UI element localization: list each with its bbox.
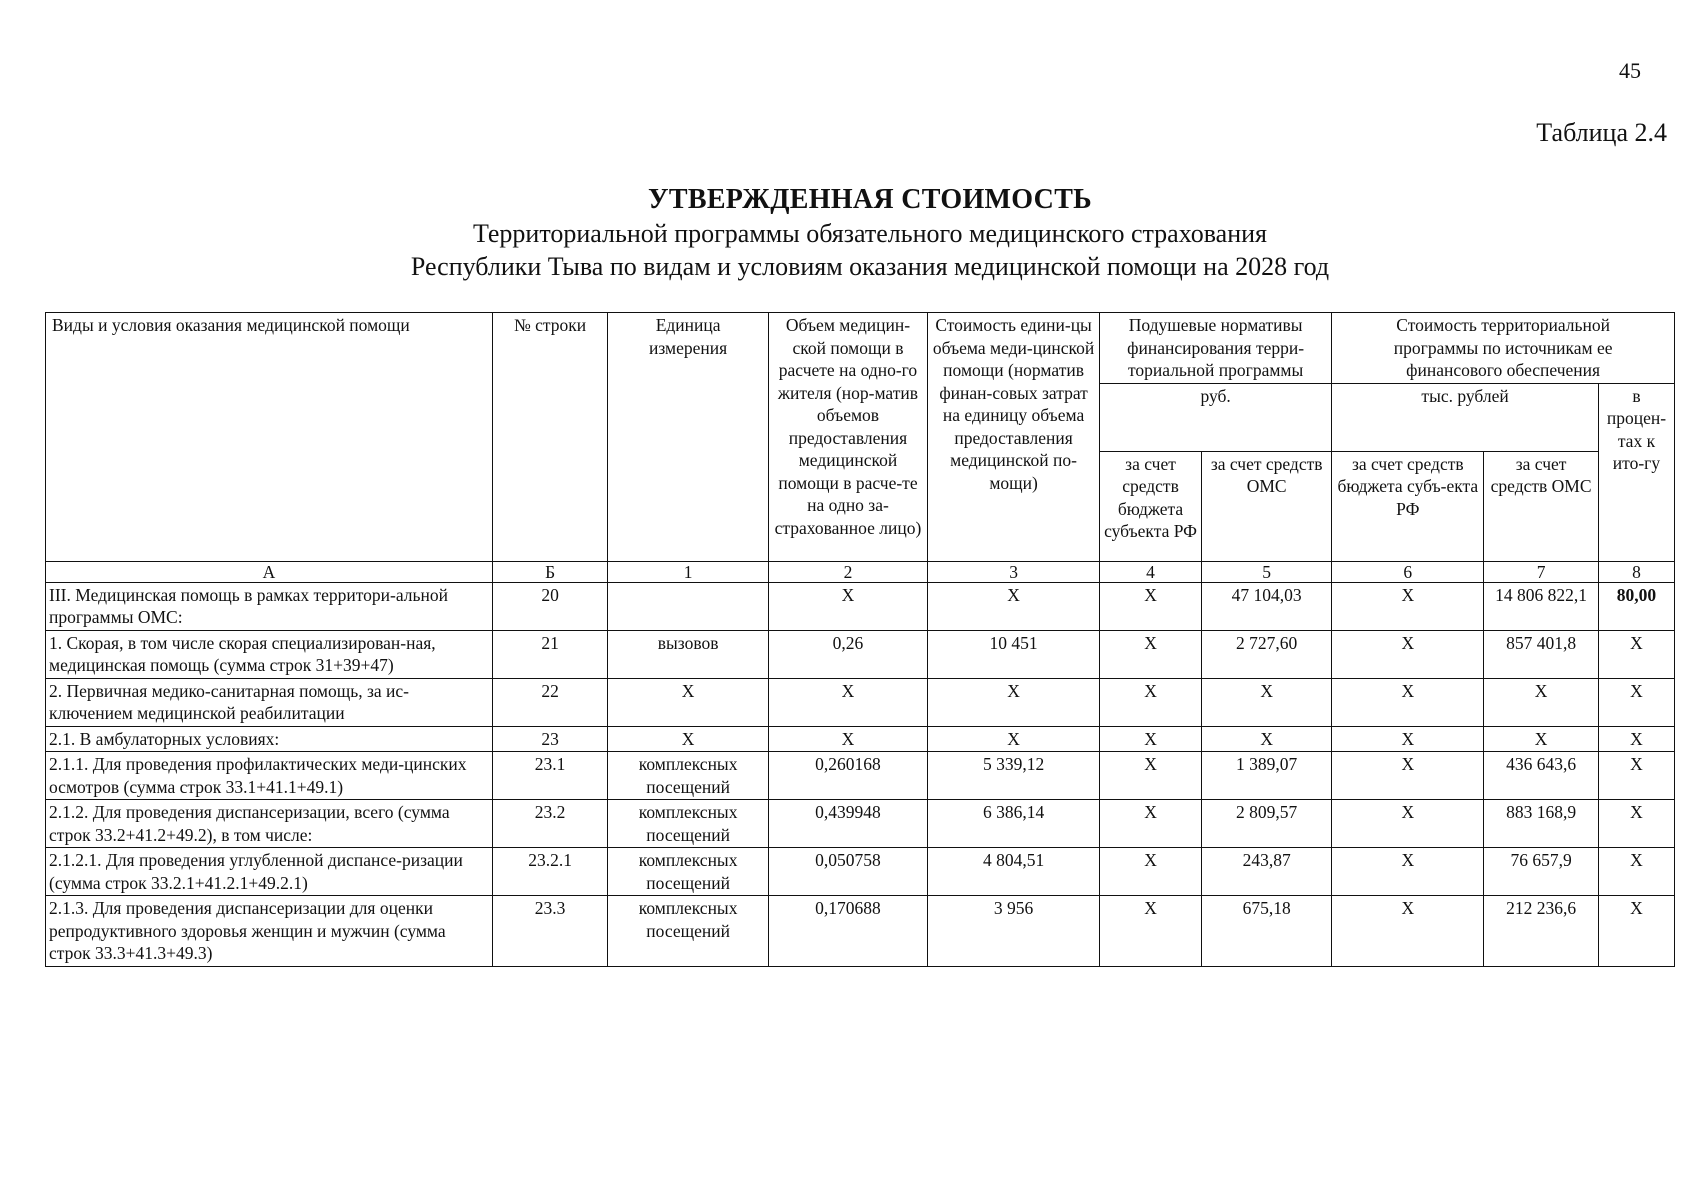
volume-norm-cell: 0,439948 xyxy=(768,800,927,848)
page-number: 45 xyxy=(1619,58,1641,83)
index-cell: 5 xyxy=(1202,561,1332,582)
table-row xyxy=(46,582,1675,630)
header-per-capita-group: Подушевые нормативы финансирования терри-ториальной программы xyxy=(1100,313,1332,384)
row-title-cell: III. Медицинская помощь в рамках территори-альной программы ОМС: xyxy=(46,582,493,630)
index-cell: 1 xyxy=(608,561,768,582)
volume-norm-cell: X xyxy=(768,582,927,630)
unit-cost-cell: X xyxy=(928,678,1100,726)
unit-cell: комплексных посещений xyxy=(608,752,768,800)
cost-oms-cell: X xyxy=(1484,726,1599,752)
row-title-cell: 2.1.3. Для проведения диспансеризации для оценки репродуктивного здоровья женщин и мужчин (сумма строк 33.3+41.3+49.3) xyxy=(46,896,493,967)
percent-of-total-cell: X xyxy=(1598,678,1674,726)
cost-oms-cell: 76 657,9 xyxy=(1484,848,1599,896)
per-capita-oms-cell: 2 727,60 xyxy=(1202,630,1332,678)
header-row-1 xyxy=(46,313,1675,384)
row-title-cell: 2. Первичная медико-санитарная помощь, за ис-ключением медицинской реабилитации xyxy=(46,678,493,726)
cost-oms-cell: 857 401,8 xyxy=(1484,630,1599,678)
row-number-cell: 23 xyxy=(492,726,608,752)
cost-oms-cell: 212 236,6 xyxy=(1484,896,1599,967)
title-main: УТВЕРЖДЕННАЯ СТОИМОСТЬ xyxy=(648,184,1092,215)
header-col-7: за счет средств ОМС xyxy=(1484,451,1599,561)
cost-budget-cell: X xyxy=(1332,848,1484,896)
per-capita-budget-cell: X xyxy=(1100,896,1202,967)
header-col-2: Объем медицин-ской помощи в расчете на одно-го жителя (нор-матив объемов предоставления медицинской помощи в расче-те на одно за-страхованное лицо) xyxy=(768,313,927,562)
header-col-b: № строки xyxy=(492,313,608,562)
cost-budget-cell: X xyxy=(1332,678,1484,726)
per-capita-oms-cell: X xyxy=(1202,678,1332,726)
per-capita-oms-cell: X xyxy=(1202,726,1332,752)
per-capita-oms-cell: 675,18 xyxy=(1202,896,1332,967)
percent-of-total-cell: X xyxy=(1598,752,1674,800)
row-number-cell: 23.2 xyxy=(492,800,608,848)
unit-cell: комплексных посещений xyxy=(608,800,768,848)
per-capita-budget-cell: X xyxy=(1100,582,1202,630)
row-title-cell: 1. Скорая, в том числе скорая специализирован-ная, медицинская помощь (сумма строк 31+39+47) xyxy=(46,630,493,678)
unit-cost-cell: 4 804,51 xyxy=(928,848,1100,896)
header-col-4: за счет средств бюджета субъекта РФ xyxy=(1100,451,1202,561)
unit-cost-cell: X xyxy=(928,582,1100,630)
per-capita-oms-cell: 1 389,07 xyxy=(1202,752,1332,800)
row-title-cell: 2.1. В амбулаторных условиях: xyxy=(46,726,493,752)
row-number-cell: 23.3 xyxy=(492,896,608,967)
per-capita-budget-cell: X xyxy=(1100,752,1202,800)
table-row xyxy=(46,800,1675,848)
volume-norm-cell: 0,260168 xyxy=(768,752,927,800)
percent-of-total-cell: X xyxy=(1598,896,1674,967)
cost-table xyxy=(45,312,1675,967)
volume-norm-cell: X xyxy=(768,726,927,752)
table-row xyxy=(46,752,1675,800)
unit-cell: X xyxy=(608,726,768,752)
index-cell: Б xyxy=(492,561,608,582)
index-cell: А xyxy=(46,561,493,582)
percent-of-total-cell: X xyxy=(1598,630,1674,678)
index-cell: 4 xyxy=(1100,561,1202,582)
header-col-5: за счет средств ОМС xyxy=(1202,451,1332,561)
unit-cell: комплексных посещений xyxy=(608,848,768,896)
cost-budget-cell: X xyxy=(1332,896,1484,967)
header-cost-group: Стоимость территориальной программы по источникам ее финансового обеспечения xyxy=(1332,313,1675,384)
per-capita-budget-cell: X xyxy=(1100,678,1202,726)
unit-cost-cell: 5 339,12 xyxy=(928,752,1100,800)
per-capita-oms-cell: 2 809,57 xyxy=(1202,800,1332,848)
table-body xyxy=(46,582,1675,966)
row-title-cell: 2.1.2.1. Для проведения углубленной диспансе-ризации (сумма строк 33.2.1+41.2.1+49.2.1) xyxy=(46,848,493,896)
index-cell: 3 xyxy=(928,561,1100,582)
volume-norm-cell: 0,170688 xyxy=(768,896,927,967)
per-capita-oms-cell: 243,87 xyxy=(1202,848,1332,896)
index-cell: 8 xyxy=(1598,561,1674,582)
per-capita-budget-cell: X xyxy=(1100,800,1202,848)
cost-budget-cell: X xyxy=(1332,582,1484,630)
percent-of-total-cell: X xyxy=(1598,800,1674,848)
per-capita-budget-cell: X xyxy=(1100,726,1202,752)
header-thousand-rub: тыс. рублей xyxy=(1332,383,1599,451)
unit-cell: вызовов xyxy=(608,630,768,678)
row-number-cell: 20 xyxy=(492,582,608,630)
cost-budget-cell: X xyxy=(1332,800,1484,848)
table-row xyxy=(46,896,1675,967)
unit-cost-cell: 10 451 xyxy=(928,630,1100,678)
cost-budget-cell: X xyxy=(1332,726,1484,752)
cost-oms-cell: X xyxy=(1484,678,1599,726)
row-number-cell: 22 xyxy=(492,678,608,726)
index-row xyxy=(46,561,1675,582)
title-line-3: Республики Тыва по видам и условиям оказания медицинской помощи на 2028 год xyxy=(410,252,1330,281)
document-title xyxy=(0,183,1697,283)
cost-budget-cell: X xyxy=(1332,752,1484,800)
header-col-3: Стоимость едини-цы объема меди-цинской помощи (норматив финан-совых затрат на единицу объема предоставления медицинской по-мощи) xyxy=(928,313,1100,562)
header-col-a: Виды и условия оказания медицинской помощи xyxy=(46,313,493,562)
unit-cost-cell: 3 956 xyxy=(928,896,1100,967)
header-rub: руб. xyxy=(1100,383,1332,451)
unit-cost-cell: 6 386,14 xyxy=(928,800,1100,848)
cost-budget-cell: X xyxy=(1332,630,1484,678)
table-row xyxy=(46,678,1675,726)
title-line-2: Территориальной программы обязательного медицинского страхования xyxy=(473,219,1267,248)
table-row xyxy=(46,726,1675,752)
percent-of-total-cell: 80,00 xyxy=(1598,582,1674,630)
per-capita-oms-cell: 47 104,03 xyxy=(1202,582,1332,630)
header-col-6: за счет средств бюджета субъ-екта РФ xyxy=(1332,451,1484,561)
unit-cell: X xyxy=(608,678,768,726)
table-row xyxy=(46,848,1675,896)
row-title-cell: 2.1.1. Для проведения профилактических меди-цинских осмотров (сумма строк 33.1+41.1+49.1) xyxy=(46,752,493,800)
header-col-8: в процен-тах к ито-гу xyxy=(1598,383,1674,561)
unit-cost-cell: X xyxy=(928,726,1100,752)
row-title-cell: 2.1.2. Для проведения диспансеризации, всего (сумма строк 33.2+41.2+49.2), в том числе: xyxy=(46,800,493,848)
volume-norm-cell: 0,26 xyxy=(768,630,927,678)
volume-norm-cell: 0,050758 xyxy=(768,848,927,896)
index-cell: 2 xyxy=(768,561,927,582)
cost-oms-cell: 436 643,6 xyxy=(1484,752,1599,800)
row-number-cell: 23.1 xyxy=(492,752,608,800)
row-number-cell: 23.2.1 xyxy=(492,848,608,896)
row-number-cell: 21 xyxy=(492,630,608,678)
table-label: Таблица 2.4 xyxy=(1536,118,1667,147)
cost-oms-cell: 14 806 822,1 xyxy=(1484,582,1599,630)
unit-cell xyxy=(608,582,768,630)
table-row xyxy=(46,630,1675,678)
percent-of-total-cell: X xyxy=(1598,726,1674,752)
index-cell: 6 xyxy=(1332,561,1484,582)
per-capita-budget-cell: X xyxy=(1100,848,1202,896)
header-col-1: Единица измерения xyxy=(608,313,768,562)
per-capita-budget-cell: X xyxy=(1100,630,1202,678)
cost-oms-cell: 883 168,9 xyxy=(1484,800,1599,848)
percent-of-total-cell: X xyxy=(1598,848,1674,896)
index-cell: 7 xyxy=(1484,561,1599,582)
unit-cell: комплексных посещений xyxy=(608,896,768,967)
volume-norm-cell: X xyxy=(768,678,927,726)
